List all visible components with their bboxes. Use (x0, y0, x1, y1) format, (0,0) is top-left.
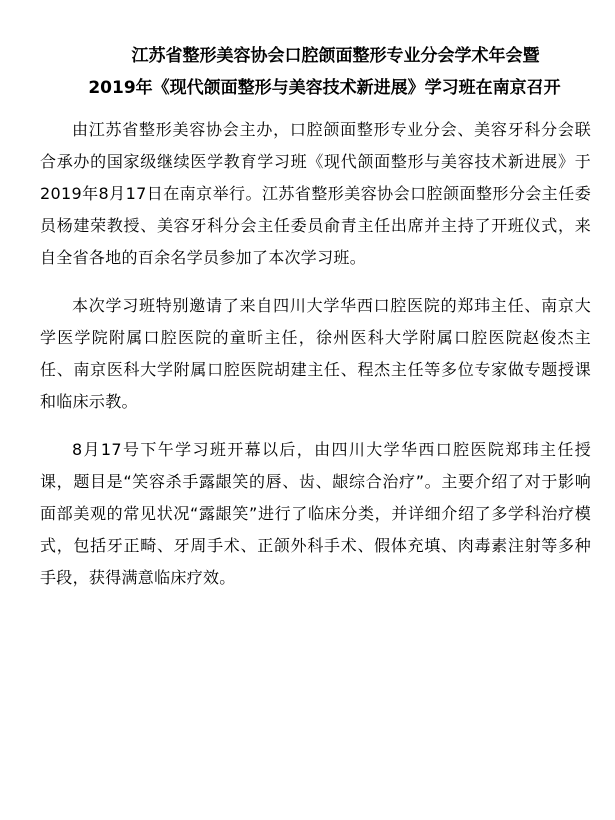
paragraph-opening: 由江苏省整形美容协会主办，口腔颌面整形专业分会、美容牙科分会联合承办的国家级继续医学教育学习班《现代颌面整形与美容技术新进展》于2019年8月17日在南京举行。江苏省整形美容协会口腔颌面整形分会主任委员杨建荣教授、美容牙科分会主任委员俞青主任出席并主持了开班仪式，来自全省各地的百余名学员参加了本次学习班。 (40, 120, 591, 267)
document-title (40, 40, 591, 104)
title-line-2: 2019年《现代颌面整形与美容技术新进展》学习班在南京召开 (88, 78, 561, 98)
paragraph-lecture: 8月17号下午学习班开幕以后，由四川大学华西口腔医院郑玮主任授课，题目是“笑容杀手露龈笑的唇、齿、龈综合治疗”。主要介绍了对于影响面部美观的常见状况“露龈笑”进行了临床分类，并详细介绍了多学科治疗模式，包括牙正畸、牙周手术、正颌外科手术、假体充填、肉毒素注射等多种手段，获得满意临床疗效。 (40, 440, 591, 587)
paragraph-experts: 本次学习班特别邀请了来自四川大学华西口腔医院的郑玮主任、南京大学医学院附属口腔医院的童昕主任，徐州医科大学附属口腔医院赵俊杰主任、南京医科大学附属口腔医院胡建主任、程杰主任等多位专家做专题授课和临床示教。 (40, 296, 591, 411)
title-line-1: 江苏省整形美容协会口腔颌面整形专业分会学术年会暨 (131, 46, 540, 66)
